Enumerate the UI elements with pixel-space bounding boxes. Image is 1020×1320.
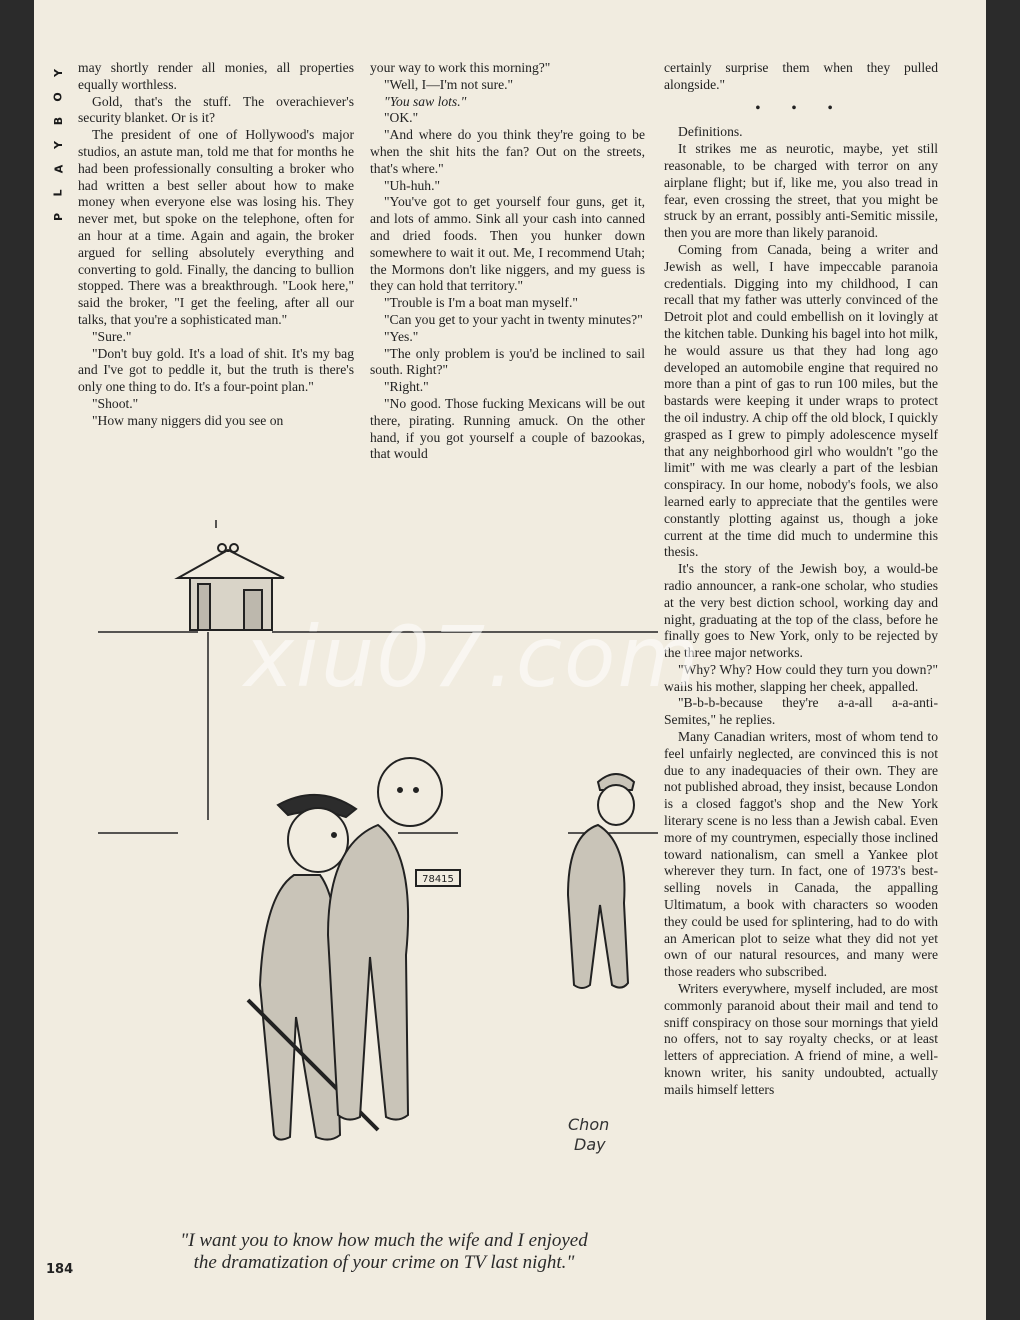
paragraph: "Trouble is I'm a boat man myself." [384,295,578,311]
paragraph: The president of one of Hollywood's major studios, an astute man, told me that for months he had been professionally consulting a broker who had written a best seller about how to make money when everyone else was losing his. They never met, but spoke on the telephone, often for an hour at a time. Again and again, the broker argued for selling absolutely everything and converting to gold. Finally, the dancing to bullion stopped. There was a breakthrough. "Look here," said the broker, "I get the feeling, after all our talks, that you're a sophisticated man." [78,127,354,327]
section-break: • • • [755,99,847,115]
magazine-name-letter: P [52,212,65,222]
paragraph: your way to work this morning?" [370,60,551,75]
paragraph: "Well, I—I'm not sure." [384,76,514,92]
paragraph: Many Canadian writers, most of whom tend to feel unfairly neglected, are convinced this is not due to any inadequacies of their own. They are not published abroad, they insist, because London is a closed faggot's shop and the New York literary scene is no less than a Jewish cabal. Even more of my countrymen, especially those inclined toward nationalism, can smell a Yankee plot wherever they turn. In fact, one of 1973's best-selling novels in Canada, the appalling Ultimatum, a book with characters so wooden they could be used for splintering, had to do with an American plot to seize what they did not yet own of our natural resources, and many were those readers who subscribed. [664,729,938,980]
paragraph: certainly surprise them when they pulled alongside." [664,60,938,92]
column-3-continuation [664,60,938,94]
paragraph: "Right." [384,379,429,395]
page-number: 184 [46,1262,74,1277]
paragraph: "You saw lots." [384,93,467,109]
paragraph: Coming from Canada, being a writer and Jewish as well, I have impeccable paranoia credentials. Digging into my childhood, I can recall that my father was utterly convinced of the Detroit plot and could embellish on it lovingly at the kitchen table. Dunking his bagel into hot milk, he would assure us that they had long ago developed an automobile engine that required no more than a pint of gas to run 100 miles, but the bastards were keeping it under wraps to protect the oil industry. A chip off the old block, I quickly grasped as I grew to pimply adolescence myself that any neighborhood girl who wouldn't "go the limit" with me was clearly a part of the lesbian conspiracy. In our home, nobody's fools, we also learned early to appreciate that the gentiles were constantly plotting against us, though a joke current at the time did much to undermine this thesis. [664,241,938,560]
cartoonist-signature-line2: Day [574,1135,606,1154]
magazine-name-letter: Y [52,141,65,149]
paragraph: It strikes me as neurotic, maybe, yet still reasonable, to be charged with terror on any airplane flight; but if, like me, you also tread in fear, even crossing the street, that you might be struck by an errant, possibly anti-Semitic missile, then you are more than likely paranoid. [664,141,938,241]
magazine-name-vertical [50,64,68,226]
paragraph: "Don't buy gold. It's a load of shit. It's my bag and I've got to peddle it, but the truth is there's only one thing to do. It's a four-point plan." [78,345,354,395]
text-column-2 [370,60,645,463]
watermark: xiu07.com [244,608,702,706]
paragraph: Gold, that's the stuff. The overachiever's security blanket. Or is it? [78,93,354,126]
paragraph: It's the story of the Jewish boy, a would-be radio announcer, a rank-one scholar, who studies at the very best diction school, working day and night, graduating at the top of the class, before he finally goes to New York, only to be rejected by the three major networks. [664,561,938,661]
caption-line-1: "I want you to know how much the wife and I enjoyed [180,1230,588,1251]
magazine-page [34,0,986,1320]
prisoner-number: 78415 [422,874,454,885]
text-column-1 [78,60,354,430]
magazine-name-letter: O [51,92,65,102]
paragraph: "Yes." [384,328,419,344]
paragraph: Writers everywhere, myself included, are most commonly paranoid about their mail and tend to sniff conspiracy on those sour mornings that yield no offers, not to say royalty checks, or at least letters of appreciation. A friend of mine, a well-known writer, his sanity undoubted, actually mails himself letters [664,981,938,1097]
paragraph: "Why? Why? How could they turn you down?" wails his mother, slapping her cheek, appalled. [664,661,938,694]
paragraph: "How many niggers did you see on [92,412,284,428]
paragraph: "Uh-huh." [384,177,441,193]
cartoon-caption [104,1230,664,1274]
caption-line-2: the dramatization of your crime on TV last night." [193,1252,575,1273]
paragraph: Definitions. [678,124,743,140]
paragraph: "You've got to get yourself four guns, get it, and lots of ammo. Sink all your cash into canned and dried foods. Then you hunker down somewhere to wait it out. Me, I recommend Utah; the Mormons don't like niggers, and my guess is they can hold that territory." [370,194,645,294]
column-3-body [664,124,938,1098]
magazine-name-letter: L [51,189,65,197]
paragraph: "B-b-b-because they're a-a-all a-a-anti-Semites," he replies. [664,695,938,728]
paragraph: "Shoot." [92,395,139,411]
magazine-name-letter: A [51,164,65,174]
cartoonist-signature-line1: Chon [568,1115,610,1134]
paragraph: "Can you get to your yacht in twenty minutes?" [384,311,643,327]
text-column-3 [664,60,938,1099]
magazine-name-letter: Y [52,69,65,77]
paragraph: "OK." [384,110,419,126]
paragraph: "And where do you think they're going to be when the shit hits the fan? Out on the streets, that's where." [370,127,645,176]
paragraph: "The only problem is you'd be inclined to sail south. Right?" [370,345,645,378]
paragraph: "Sure." [92,328,132,344]
walking-prisoner-figure [568,774,634,988]
paragraph: may shortly render all monies, all properties equally worthless. [78,60,354,92]
magazine-name-letter: B [51,116,65,126]
paragraph: "No good. Those fucking Mexicans will be out there, pirating. Running amuck. On the other hand, if you got yourself a couple of bazookas, that would [370,395,645,462]
